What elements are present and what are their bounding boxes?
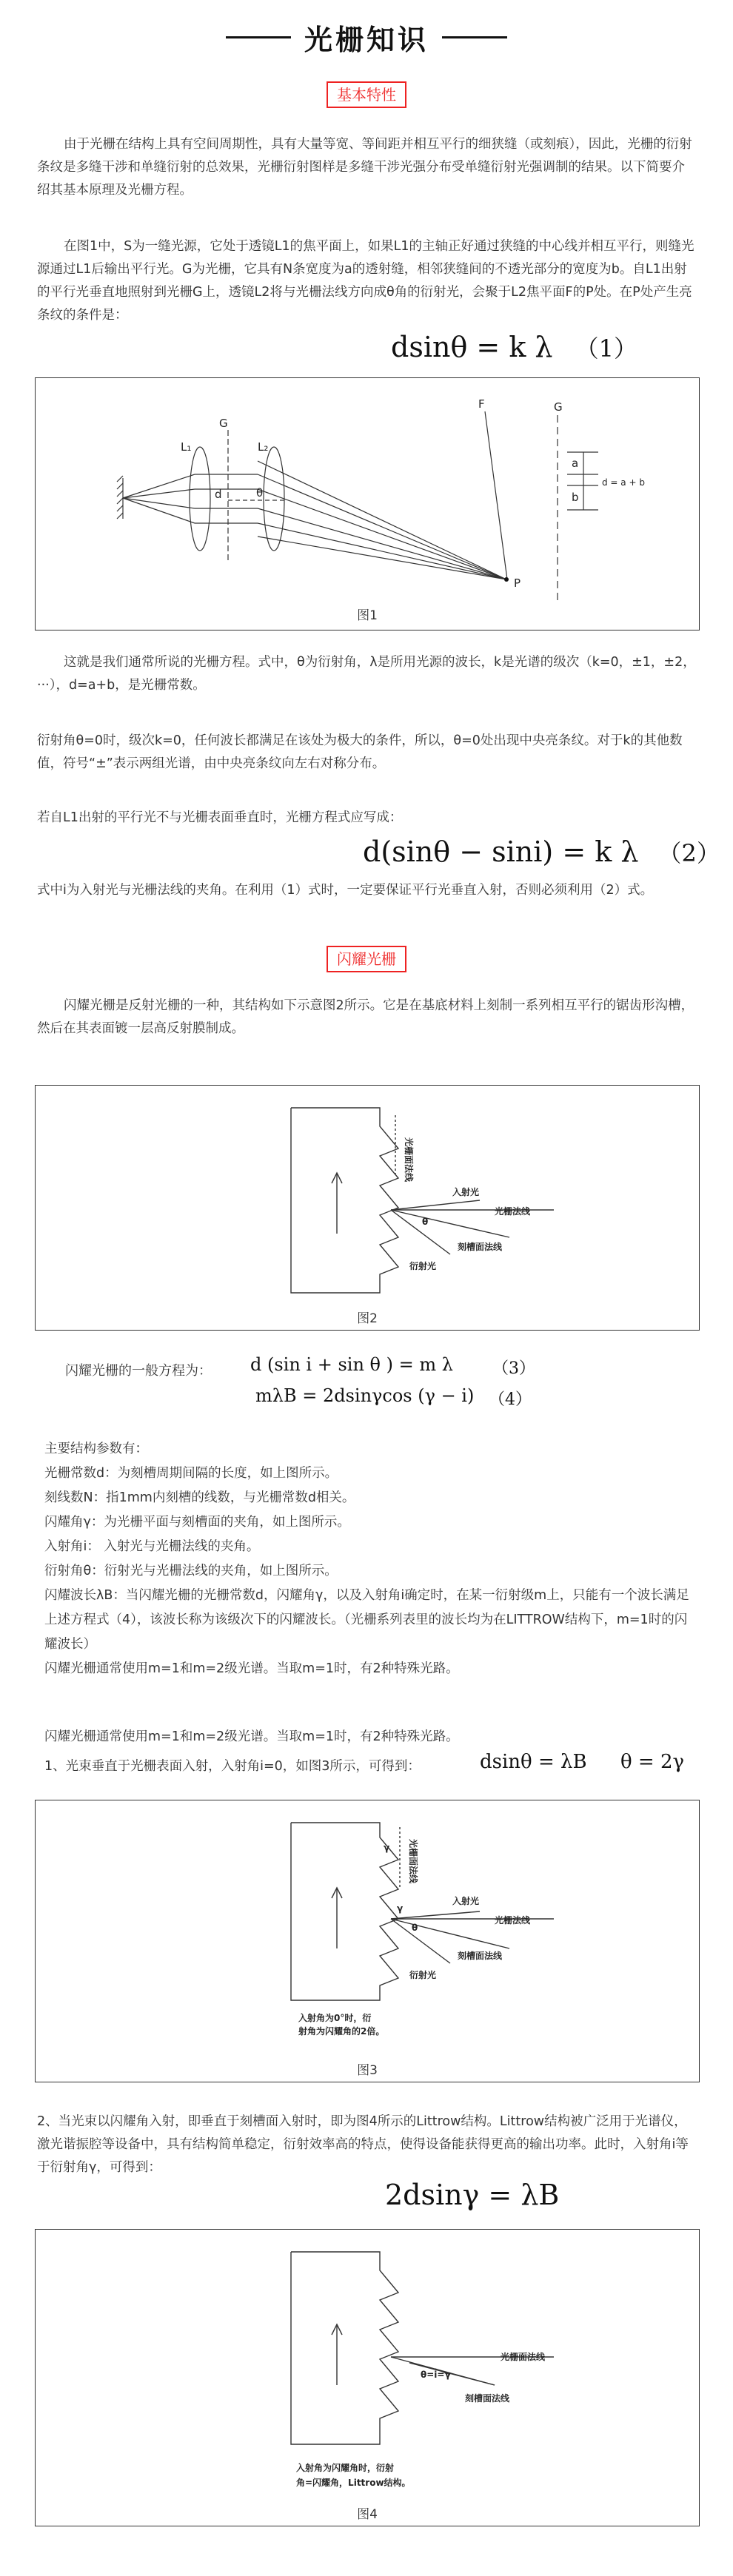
point-p <box>504 577 509 582</box>
parameter-list <box>44 1437 696 1681</box>
page-title: 光栅知识 <box>304 23 429 56</box>
title-right-rule <box>442 36 507 38</box>
fig3-facet-label: 刻槽面法线 <box>458 1951 503 1961</box>
title-bar <box>0 13 733 61</box>
figure-1-diagram <box>36 378 699 630</box>
fig3-theta-label: θ <box>412 1923 418 1933</box>
equation-3-body: d (sin i + sin θ ) = m λ <box>250 1354 453 1375</box>
case-2-text: 2、当光束以闪耀角入射，即垂直于刻槽面入射时，即为图4所示的Littrow结构。Littrow结构被广泛用于光谱仪，激光谐振腔等设备中，具有结构简单稳定，衍射效率高的特点，使得设备能获得更高的输出功率。此时，入射角i等于衍射角γ，可得到： <box>37 2114 689 2175</box>
section-badge-blazed: 闪耀光栅 <box>327 946 406 972</box>
incidence-angle-paragraph <box>37 879 696 902</box>
fig3-normal-label: 光栅法线 <box>495 1915 531 1926</box>
orders-repeat-line: 闪耀光栅通常使用m=1和m=2级光谱。当取m=1时，有2种特殊光路。 <box>44 1729 459 1744</box>
fig4-note-line2: 角=闪耀角，Littrow结构。 <box>296 2478 411 2488</box>
incidence-angle-text: 式中i为入射光与光栅法线的夹角。在利用（1）式时，一定要保证平行光垂直入射，否则必须利用（2）式。 <box>37 883 654 898</box>
fig3-note-line2: 射角为闪耀角的2倍。 <box>298 2026 385 2037</box>
figure-3-caption: 图3 <box>357 2063 378 2078</box>
central-fringe-text: 衍射角θ=0时，级次k=0，任何波长都满足在该处为极大的条件，所以，θ=0处出现中央亮条纹。对于k的其他数值，符号“±”表示两组光谱，由中央亮条纹向左右对称分布。 <box>37 733 683 771</box>
label-theta: θ <box>256 486 264 500</box>
label-l2: L₂ <box>258 440 269 454</box>
fig3-note-line1: 入射角为0°时，衍 <box>298 2013 372 2023</box>
param-blaze-wavelength: 闪耀波长λB：当闪耀光栅的光栅常数d，闪耀角γ，以及入射角i确定时，在某一衍射级m上，只能有一个波长满足上述方程式（4），该波长称为该级次下的闪耀波长。（光栅系列表里的波长均为在LITTROW结构下，m=1时的闪耀波长） <box>44 1588 689 1652</box>
param-diffraction-angle: 衍射角θ：衍射光与光栅法线的夹角，如上图所示。 <box>44 1564 338 1578</box>
label-b: b <box>572 491 579 504</box>
figure-2 <box>35 1085 700 1331</box>
param-orders: 闪耀光栅通常使用m=1和m=2级光谱。当取m=1时，有2种特殊光路。 <box>44 1661 459 1676</box>
fig2-normal-label: 光栅法线 <box>495 1206 531 1217</box>
section-badge-basic: 基本特性 <box>327 81 406 108</box>
equation-4-body: mλB = 2dsinγcos (γ − i) <box>255 1385 475 1406</box>
label-d-equals: d = a + b <box>602 477 645 488</box>
equation-6: 2dsinγ = λB <box>385 2179 560 2211</box>
fig2-diffracted-label: 衍射光 <box>409 1261 437 1271</box>
figure-3-diagram <box>36 1800 699 2082</box>
label-d: d <box>215 488 222 501</box>
equation-2-body: d(sinθ − sini) = k λ <box>363 835 639 868</box>
parameter-list-title: 主要结构参数有： <box>44 1442 148 1456</box>
figure-4-caption: 图4 <box>357 2507 378 2522</box>
param-blaze-angle: 闪耀角γ：为光栅平面与刻槽面的夹角，如上图所示。 <box>44 1515 350 1530</box>
param-grating-constant: 光栅常数d：为刻槽周期间隔的长度，如上图所示。 <box>44 1466 338 1481</box>
blazed-intro-paragraph <box>37 995 696 1040</box>
equation-5a: dsinθ = λB <box>480 1751 587 1773</box>
title-left-rule <box>226 36 291 38</box>
fig4-theta-label: θ=i=γ <box>421 2370 451 2380</box>
figure-4 <box>35 2229 700 2526</box>
fig2-groove-label: 光栅面法线 <box>404 1137 414 1183</box>
intro-paragraph <box>37 133 696 202</box>
fig2-incident-label: 入射光 <box>452 1187 480 1197</box>
label-a: a <box>572 457 579 470</box>
fig3-gamma-mid: γ <box>397 1903 404 1914</box>
fig3-gamma-top: γ <box>384 1843 390 1853</box>
oblique-incidence-paragraph <box>37 807 696 830</box>
section-badge-wrap-2 <box>0 947 733 969</box>
equation-3 <box>250 1354 453 1375</box>
label-f: F <box>478 397 485 411</box>
equation-4 <box>255 1385 474 1406</box>
equation-2 <box>363 835 720 869</box>
param-line-count: 刻线数N：指1mm内刻槽的线数，与光栅常数d相关。 <box>44 1490 355 1505</box>
fig2-facet-label: 刻槽面法线 <box>458 1242 503 1252</box>
fig3-groove-label: 光栅面法线 <box>408 1839 418 1884</box>
fig4-facet-label: 刻槽面法线 <box>465 2393 510 2404</box>
label-p: P <box>514 576 521 590</box>
general-equation-label: 闪耀光栅的一般方程为： <box>65 1363 212 1379</box>
figure1-text: 在图1中，S为一缝光源，它处于透镜L1的焦平面上，如果L1的主轴正好通过狭缝的中心线并相互平行，则缝光源通过L1后输出平行光。G为光栅，它具有N条宽度为a的透射缝，相邻狭缝间的不透光部分的宽度为b。自L1出射的平行光垂直地照射到光栅G上，透镜L2将与光栅法线方向成θ角的衍射光，会聚于L2焦平面F的P处。在P处产生亮条纹的条件是： <box>37 239 694 323</box>
figure1-explanation <box>37 235 696 327</box>
blazed-intro-text: 闪耀光栅是反射光栅的一种，其结构如下示意图2所示。它是在基底材料上刻制一系列相互平行的锯齿形沟槽，然后在其表面镀一层高反射膜制成。 <box>37 998 694 1036</box>
label-l1: L₁ <box>181 440 192 454</box>
grating-equation-text: 这就是我们通常所说的光栅方程。式中，θ为衍射角，λ是所用光源的波长，k是光谱的级次（k=0，±1，±2，···），d=a+b，是光栅常数。 <box>37 655 689 693</box>
equation-2-number: （2） <box>657 839 720 867</box>
figure-4-diagram <box>36 2230 699 2526</box>
figure-2-diagram <box>36 1086 699 1330</box>
section-badge-wrap <box>0 83 733 104</box>
equation-3-number: （3） <box>492 1359 535 1378</box>
fig3-diffracted-label: 衍射光 <box>409 1970 437 1980</box>
oblique-incidence-text: 若自L1出射的平行光不与光栅表面垂直时，光栅方程式应写成： <box>37 810 403 825</box>
equation-1-body: dsinθ = k λ <box>391 331 553 363</box>
figure-1-caption: 图1 <box>357 608 378 623</box>
equation-1-number: （1） <box>575 334 637 363</box>
grating-equation-paragraph <box>37 651 696 697</box>
central-fringe-paragraph <box>37 730 696 776</box>
fig2-theta-label: θ <box>422 1217 429 1227</box>
label-g: G <box>219 417 228 430</box>
intro-text: 由于光栅在结构上具有空间周期性，具有大量等宽、等间距并相互平行的细狭缝（或刻痕），因此，光栅的衍射条纹是多缝干涉和单缝衍射的总效果，光栅衍射图样是多缝干涉光强分布受单缝衍射光强调制的结果。以下简要介绍其基本原理及光栅方程。 <box>37 137 692 198</box>
figure-2-caption: 图2 <box>357 1311 378 1326</box>
equation-1 <box>391 330 637 364</box>
fig4-normal-label: 光栅面法线 <box>501 2352 546 2362</box>
label-g-right: G <box>554 400 563 414</box>
equation-4-number: （4） <box>489 1390 532 1409</box>
fig3-incident-label: 入射光 <box>452 1896 480 1906</box>
equation-5b: θ = 2γ <box>620 1751 685 1773</box>
figure-3 <box>35 1800 700 2082</box>
case-1-text: 1、光束垂直于光栅表面入射，入射角i=0，如图3所示，可得到： <box>44 1759 421 1774</box>
figure-1 <box>35 377 700 630</box>
param-incidence-angle: 入射角i： 入射光与光栅法线的夹角。 <box>44 1539 260 1554</box>
fig4-note-line1: 入射角为闪耀角时，衍射 <box>296 2463 395 2473</box>
